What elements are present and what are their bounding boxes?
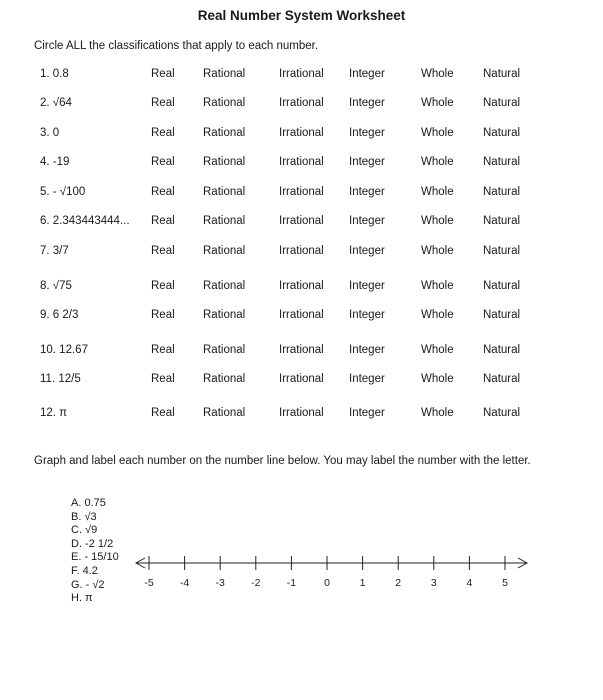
- classification-option-irrational[interactable]: Irrational: [279, 373, 324, 385]
- table-row: [0, 127, 603, 145]
- letter-item: B. √3: [71, 510, 97, 523]
- number-label: 3. 0: [40, 127, 60, 139]
- letter-item: E. - 15/10: [71, 551, 119, 564]
- classification-option-rational[interactable]: Rational: [203, 68, 246, 80]
- classification-option-real[interactable]: Real: [151, 156, 175, 168]
- classification-option-irrational[interactable]: Irrational: [279, 344, 324, 356]
- letter-item: C. √9: [71, 524, 98, 537]
- right-arrow: [518, 558, 527, 568]
- table-row: [0, 156, 603, 174]
- tick-label: -2: [251, 577, 261, 589]
- letter-item: D. -2 1/2: [71, 537, 114, 550]
- table-row: [0, 245, 603, 263]
- table-row: [0, 407, 603, 425]
- classification-option-integer[interactable]: Integer: [349, 215, 385, 227]
- classification-option-integer[interactable]: Integer: [349, 309, 385, 321]
- classification-option-natural[interactable]: Natural: [483, 245, 521, 257]
- tick-label: 0: [324, 577, 330, 589]
- table-row: [0, 215, 603, 233]
- classification-option-whole[interactable]: Whole: [421, 127, 454, 139]
- classification-option-irrational[interactable]: Irrational: [279, 215, 324, 227]
- tick-label: -3: [215, 577, 225, 589]
- tick-label: -5: [144, 577, 154, 589]
- classification-option-rational[interactable]: Rational: [203, 127, 246, 139]
- classification-option-rational[interactable]: Rational: [203, 309, 246, 321]
- table-row: [0, 309, 603, 327]
- tick-label: 5: [502, 577, 508, 589]
- number-label: 6. 2.343443444...: [40, 215, 130, 227]
- letter-item: F. 4.2: [71, 564, 98, 577]
- number-label: 9. 6 2/3: [40, 309, 79, 321]
- tick-label: 2: [395, 577, 402, 589]
- classification-option-integer[interactable]: Integer: [349, 280, 385, 292]
- classification-option-irrational[interactable]: Irrational: [279, 280, 324, 292]
- classification-option-rational[interactable]: Rational: [203, 156, 246, 168]
- classification-option-whole[interactable]: Whole: [421, 373, 454, 385]
- number-label: 12. π: [40, 407, 68, 419]
- classification-option-rational[interactable]: Rational: [203, 373, 246, 385]
- left-arrow: [136, 558, 145, 568]
- classification-option-irrational[interactable]: Irrational: [279, 186, 324, 198]
- number-label: 1. 0.8: [40, 68, 69, 80]
- classification-option-real[interactable]: Real: [151, 344, 175, 356]
- classification-option-irrational[interactable]: Irrational: [279, 127, 324, 139]
- classification-option-integer[interactable]: Integer: [349, 127, 385, 139]
- classification-option-integer[interactable]: Integer: [349, 186, 385, 198]
- number-label: 4. -19: [40, 156, 70, 168]
- classification-option-rational[interactable]: Rational: [203, 97, 246, 109]
- classification-option-rational[interactable]: Rational: [203, 215, 246, 227]
- number-label: 2. √64: [40, 97, 72, 109]
- classification-option-natural[interactable]: Natural: [483, 186, 521, 198]
- classification-option-irrational[interactable]: Irrational: [279, 97, 324, 109]
- classification-option-integer[interactable]: Integer: [349, 344, 385, 356]
- classification-option-natural[interactable]: Natural: [483, 156, 521, 168]
- classification-option-irrational[interactable]: Irrational: [279, 245, 324, 257]
- classification-option-integer[interactable]: Integer: [349, 156, 385, 168]
- classification-option-real[interactable]: Real: [151, 68, 175, 80]
- classification-option-natural[interactable]: Natural: [483, 373, 521, 385]
- number-label: 5. - √100: [40, 186, 86, 198]
- classification-option-rational[interactable]: Rational: [203, 245, 246, 257]
- classification-option-irrational[interactable]: Irrational: [279, 156, 324, 168]
- classification-option-irrational[interactable]: Irrational: [279, 407, 324, 419]
- classification-option-rational[interactable]: Rational: [203, 186, 246, 198]
- table-row: [0, 97, 603, 115]
- classification-option-whole[interactable]: Whole: [421, 309, 454, 321]
- tick-label: -1: [286, 577, 297, 589]
- tick-label: 3: [430, 577, 437, 589]
- number-label: 7. 3/7: [40, 245, 69, 257]
- classification-option-integer[interactable]: Integer: [349, 373, 385, 385]
- tick-label: -4: [179, 577, 190, 589]
- graph-instructions: Graph and label each number on the number line below. You may label the number with the letter.: [34, 455, 531, 467]
- classification-option-integer[interactable]: Integer: [349, 97, 385, 109]
- table-row: [0, 186, 603, 204]
- classification-option-integer[interactable]: Integer: [349, 407, 385, 419]
- number-label: 10. 12.67: [40, 344, 88, 356]
- number-label: 11. 12/5: [40, 373, 81, 385]
- classification-option-real[interactable]: Real: [151, 245, 175, 257]
- classification-option-real[interactable]: Real: [151, 186, 175, 198]
- classification-option-whole[interactable]: Whole: [421, 215, 454, 227]
- letter-item: A. 0.75: [71, 497, 106, 509]
- classification-option-natural[interactable]: Natural: [483, 127, 521, 139]
- letter-list: [71, 497, 119, 606]
- classification-option-rational[interactable]: Rational: [203, 280, 246, 292]
- classification-option-natural[interactable]: Natural: [483, 344, 521, 356]
- classification-option-real[interactable]: Real: [151, 407, 175, 419]
- classification-option-rational[interactable]: Rational: [203, 407, 246, 419]
- classification-option-whole[interactable]: Whole: [421, 280, 454, 292]
- classification-option-whole[interactable]: Whole: [421, 186, 454, 198]
- classification-option-rational[interactable]: Rational: [203, 344, 246, 356]
- classification-option-natural[interactable]: Natural: [483, 309, 521, 321]
- classification-option-whole[interactable]: Whole: [421, 97, 454, 109]
- classification-option-whole[interactable]: Whole: [421, 68, 454, 80]
- classification-option-whole[interactable]: Whole: [421, 344, 454, 356]
- classification-option-irrational[interactable]: Irrational: [279, 309, 324, 321]
- classification-option-real[interactable]: Real: [151, 309, 175, 321]
- tick-label: 1: [359, 577, 366, 589]
- classification-option-whole[interactable]: Whole: [421, 407, 454, 419]
- classification-option-natural[interactable]: Natural: [483, 280, 521, 292]
- table-row: [0, 344, 603, 362]
- table-row: [0, 68, 603, 86]
- classification-option-natural[interactable]: Natural: [483, 68, 521, 80]
- classification-option-natural[interactable]: Natural: [483, 97, 521, 109]
- classification-option-whole[interactable]: Whole: [421, 245, 454, 257]
- classification-option-natural[interactable]: Natural: [483, 215, 521, 227]
- letter-item: G. - √2: [71, 578, 105, 591]
- classification-option-real[interactable]: Real: [151, 127, 175, 139]
- classification-option-irrational[interactable]: Irrational: [279, 68, 324, 80]
- classification-option-real[interactable]: Real: [151, 373, 175, 385]
- classification-option-whole[interactable]: Whole: [421, 156, 454, 168]
- instructions: Circle ALL the classifications that apply to each number.: [34, 40, 319, 52]
- classification-option-natural[interactable]: Natural: [483, 407, 521, 419]
- classification-option-real[interactable]: Real: [151, 97, 175, 109]
- classification-option-real[interactable]: Real: [151, 215, 175, 227]
- table-row: [0, 373, 603, 391]
- classification-option-integer[interactable]: Integer: [349, 68, 385, 80]
- classification-option-integer[interactable]: Integer: [349, 245, 385, 257]
- number-label: 8. √75: [40, 280, 72, 292]
- letter-item: H. π: [71, 592, 93, 605]
- page-title: Real Number System Worksheet: [197, 8, 406, 23]
- table-row: [0, 280, 603, 298]
- classification-option-real[interactable]: Real: [151, 280, 175, 292]
- tick-label: 4: [466, 577, 473, 589]
